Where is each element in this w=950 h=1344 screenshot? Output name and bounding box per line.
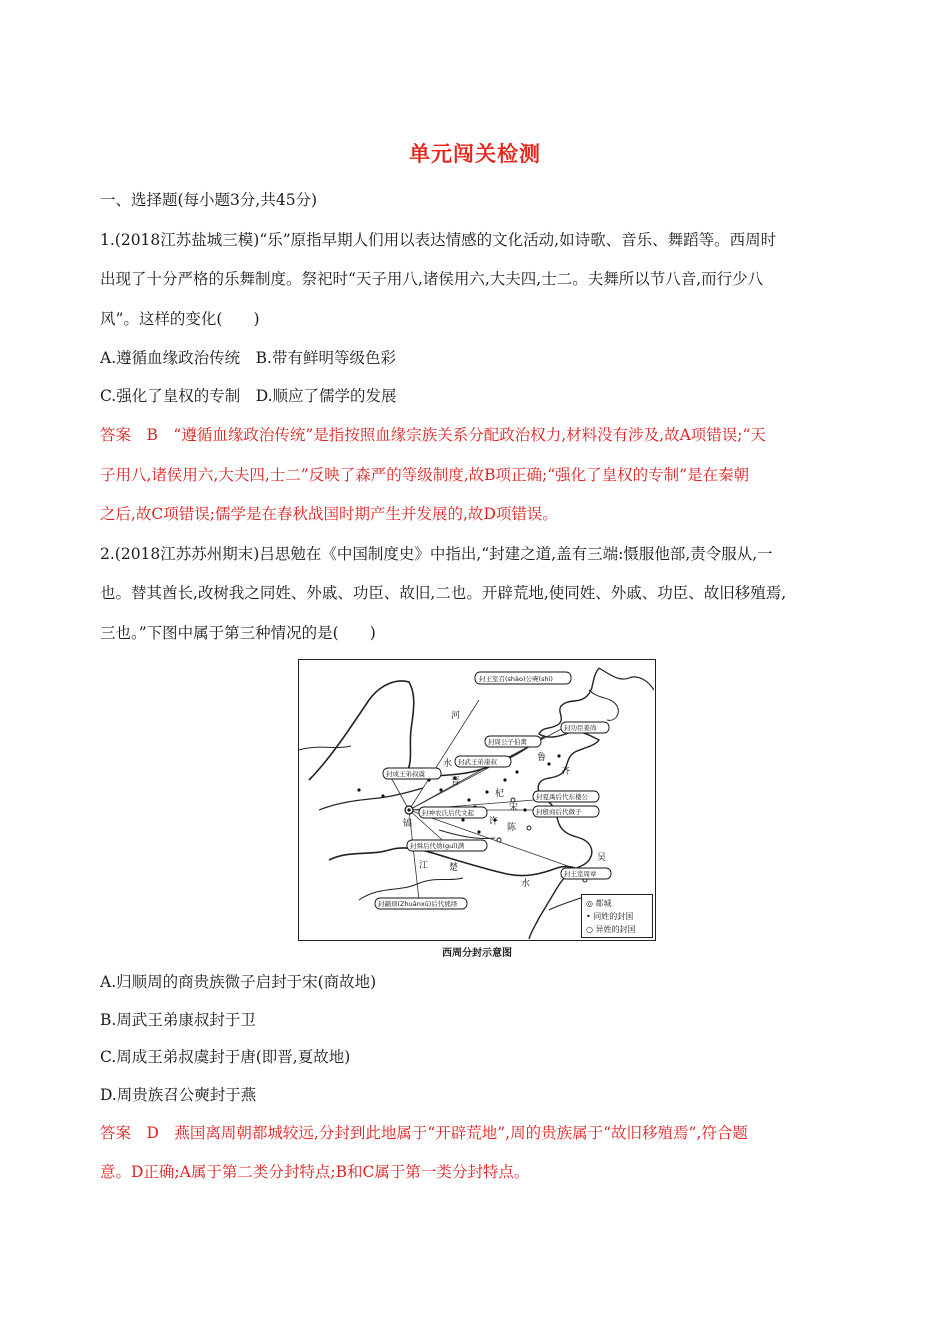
zhou-fief-map (298, 659, 656, 941)
section-heading: 一、选择题(每小题3分,共45分) (100, 191, 318, 209)
legend-same-surname: • 同姓的封国 (586, 912, 634, 921)
map-caption: 西周分封示意图 (442, 948, 512, 959)
label-yan: 封王室召(shào)公奭(shì) (479, 675, 553, 683)
label-zhuanxu: 封颛顼(Zhuānxū)后代熊绎 (378, 900, 458, 908)
q2-answer-line-1: 答案 D 燕国离周朝都城较远,分封到此地属于“开辟荒地”,周的贵族属于“故旧移殖焉”,符合题 (100, 1124, 748, 1142)
q1-stem-line-2: 出现了十分严格的乐舞制度。祭祀时“天子用八,诸侯用六,大夫四,士二。夫舞所以节八音,而行少八 (100, 270, 764, 288)
q2-answer-line-2: 意。D正确;A属于第二类分封特点;B和C属于第一类分封特点。 (100, 1163, 530, 1181)
legend-capital: ◎ 都城 (586, 899, 612, 908)
place-chu: 楚 (449, 863, 459, 873)
place-xu: 许 (489, 817, 499, 827)
q2-stem-line-1: 2.(2018江苏苏州期末)吕思勉在《中国制度史》中指出,“封建之道,盖有三端:慑服他部,责令服从,一 (100, 545, 773, 563)
label-wu-fief: 封王室周章 (564, 870, 597, 878)
q2-option-b: B.周武王弟康叔封于卫 (100, 1011, 256, 1029)
q2-stem-line-2: 也。替其酋长,改树我之同姓、外戚、功臣、故旧,二也。开辟荒地,使同姓、外戚、功臣、故旧移殖焉, (100, 584, 787, 602)
place-wu: 吴 (597, 853, 607, 863)
label-shennong: 封神农氏后代文起 (422, 809, 474, 817)
place-shui2: 水 (521, 879, 531, 889)
label-jin-fief: 封成王弟叔虞 (386, 770, 425, 778)
place-qi2: 杞 (495, 789, 505, 799)
place-qi: 齐 (561, 767, 571, 777)
q1-answer-line-2: 子用八,诸侯用六,大夫四,士二”反映了森严的等级制度,故B项正确;“强化了皇权的专制”是在秦朝 (100, 466, 750, 484)
label-shun: 封舜后代妫(guī)满 (410, 842, 465, 850)
q1-options-ab: A.遵循血缘政治传统 B.带有鲜明等级色彩 (100, 349, 396, 367)
q1-stem-line-3: 风”。这样的变化( ) (100, 310, 260, 328)
q2-stem-line-3: 三也。”下图中属于第三种情况的是( ) (100, 624, 376, 642)
label-xia: 封夏禹后代东楼公 (536, 793, 588, 801)
label-wei-fief: 封武王弟康叔 (458, 758, 497, 766)
place-jiang: 江 (419, 861, 429, 871)
q2-option-a: A.归顺周的商贵族微子启封于宋(商故地) (100, 973, 377, 991)
place-chen: 陈 (507, 823, 517, 833)
map-legend (581, 894, 653, 938)
label-lu-fief: 封周公子伯禽 (488, 738, 527, 746)
q1-stem-line-1: 1.(2018江苏盐城三模)“乐”原指早期人们用以表达情感的文化活动,如诗歌、音乐、舞蹈等。西周时 (100, 231, 777, 249)
q1-answer-line-1: 答案 B “遵循血缘政治传统”是指按照血缘宗族关系分配政治权力,材料没有涉及,故A项错误;“天 (100, 426, 766, 444)
place-he: 河 (451, 711, 461, 721)
q1-options-cd: C.强化了皇权的专制 D.顺应了儒学的发展 (100, 387, 397, 405)
place-lu: 鲁 (537, 753, 547, 763)
legend-diff-surname: ○ 异姓的封国 (586, 925, 636, 934)
label-qi-fief: 封功臣姜尚 (564, 724, 597, 732)
place-song: 宋 (509, 803, 519, 813)
place-shui: 水 (443, 759, 453, 769)
q2-option-c: C.周成王弟叔虞封于唐(即晋,夏故地) (100, 1048, 351, 1066)
q2-option-d: D.周贵族召公奭封于燕 (100, 1086, 257, 1104)
q1-answer-line-3: 之后,故C项错误;儒学是在春秋战国时期产生并发展的,故D项错误。 (100, 505, 558, 523)
page-title: 单元闯关检测 (409, 142, 541, 166)
label-yin: 封殷商后代微子 (536, 808, 582, 816)
place-hao: 镐 (403, 819, 413, 829)
place-jin: 晋 (451, 777, 461, 787)
